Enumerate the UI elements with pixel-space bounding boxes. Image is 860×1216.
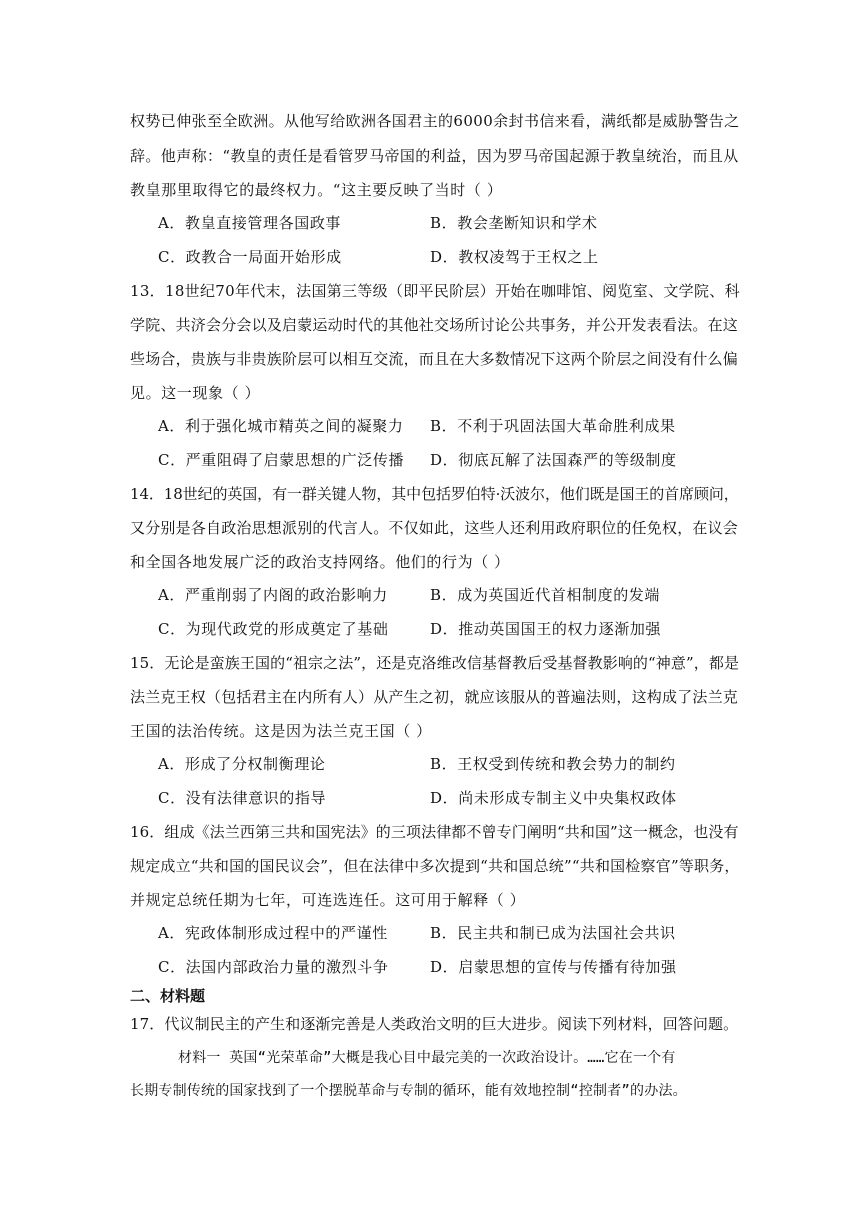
q13-line-1: 13．18世纪70年代末，法国第三等级（即平民阶层）开始在咖啡馆、阅览室、文学院、科 bbox=[130, 282, 740, 300]
q15-line-2: 法兰克王权（包括君主在内所有人）从产生之初，就应该服从的普遍法则，这构成了法兰克 bbox=[130, 688, 739, 706]
q15-option-c: C．没有法律意识的指导 bbox=[158, 789, 327, 807]
q14-option-b: B．成为英国近代首相制度的发端 bbox=[430, 586, 661, 604]
q13-line-3: 些场合，贵族与非贵族阶层可以相互交流，而且在大多数情况下这两个阶层之间没有什么偏 bbox=[130, 350, 739, 368]
q15-line-1: 15．无论是蛮族王国的“祖宗之法”，还是克洛维改信基督教后受基督教影响的“神意”，都是 bbox=[130, 654, 740, 672]
q14-line-1: 14．18世纪的英国，有一群关键人物，其中包括罗伯特·沃波尔，他们既是国王的首席顾问， bbox=[130, 485, 739, 503]
q13-option-d: D．彻底瓦解了法国森严的等级制度 bbox=[430, 451, 677, 469]
q12-option-b: B．教会垄断知识和学术 bbox=[430, 214, 598, 232]
q15-option-d: D．尚未形成专制主义中央集权政体 bbox=[430, 789, 677, 807]
q13-option-a: A．利于强化城市精英之间的凝聚力 bbox=[158, 417, 404, 435]
q12-line-1: 权势已伸张至全欧洲。从他写给欧洲各国君主的6000余封书信来看，满纸都是威胁警告之 bbox=[130, 112, 740, 130]
q12-option-d: D．教权凌驾于王权之上 bbox=[430, 248, 599, 266]
q14-option-a: A．严重削弱了内阁的政治影响力 bbox=[158, 586, 388, 604]
q14-line-3: 和全国各地发展广泛的政治支持网络。他们的行为（ ） bbox=[130, 553, 510, 571]
q16-option-c: C．法国内部政治力量的激烈斗争 bbox=[158, 958, 389, 976]
q12-option-a: A．教皇直接管理各国政事 bbox=[158, 214, 342, 232]
q16-option-a: A．宪政体制形成过程中的严谨性 bbox=[158, 924, 388, 942]
q14-option-d: D．推动英国国王的权力逐渐加强 bbox=[430, 620, 662, 638]
q16-line-2: 规定成立“共和国的国民议会”，但在法律中多次提到“共和国总统”“共和国检察官”等职务， bbox=[130, 857, 740, 875]
q16-line-3: 并规定总统任期为七年，可连选连任。这可用于解释（ ） bbox=[130, 891, 526, 909]
q12-option-c: C．政教合一局面开始形成 bbox=[158, 248, 342, 266]
q16-option-b: B．民主共和制已成为法国社会共识 bbox=[430, 924, 676, 942]
q16-line-1: 16．组成《法兰西第三共和国宪法》的三项法律都不曾专门阐明“共和国”这一概念，也没有 bbox=[130, 823, 739, 841]
q12-line-2: 辞。他声称：“教皇的责任是看管罗马帝国的利益，因为罗马帝国起源于教皇统治，而且从 bbox=[130, 147, 739, 165]
q14-option-c: C．为现代政党的形成奠定了基础 bbox=[158, 620, 389, 638]
q17-material-line-2: 长期专制传统的国家找到了一个摆脱革命与专制的循环，能有效地控制“控制者”的办法。 bbox=[130, 1083, 687, 1099]
section-heading: 二、材料题 bbox=[130, 987, 206, 1005]
q13-line-4: 见。这一现象（ ） bbox=[130, 384, 261, 402]
q13-option-c: C．严重阻碍了启蒙思想的广泛传播 bbox=[158, 451, 405, 469]
q13-line-2: 学院、共济会分会以及启蒙运动时代的其他社交场所讨论公共事务，并公开发表看法。在这 bbox=[130, 316, 739, 334]
q15-line-3: 王国的法治传统。这是因为法兰克王国（ ） bbox=[130, 722, 432, 740]
q14-line-2: 又分别是各自政治思想派别的代言人。不仅如此，这些人还利用政府职位的任免权，在议会 bbox=[130, 519, 739, 537]
q17-material-line-1: 材料一 英国“光荣革命”大概是我心目中最完美的一次政治设计。……它在一个有 bbox=[178, 1050, 676, 1066]
q15-option-a: A．形成了分权制衡理论 bbox=[158, 755, 326, 773]
q16-option-d: D．启蒙思想的宣传与传播有待加强 bbox=[430, 958, 677, 976]
q15-option-b: B．王权受到传统和教会势力的制约 bbox=[430, 755, 676, 773]
q17-intro: 17．代议制民主的产生和逐渐完善是人类政治文明的巨大进步。阅读下列材料，回答问题。 bbox=[130, 1015, 739, 1033]
q13-option-b: B．不利于巩固法国大革命胜利成果 bbox=[430, 417, 676, 435]
q12-line-3: 教皇那里取得它的最终权力。“这主要反映了当时（ ） bbox=[130, 181, 503, 199]
